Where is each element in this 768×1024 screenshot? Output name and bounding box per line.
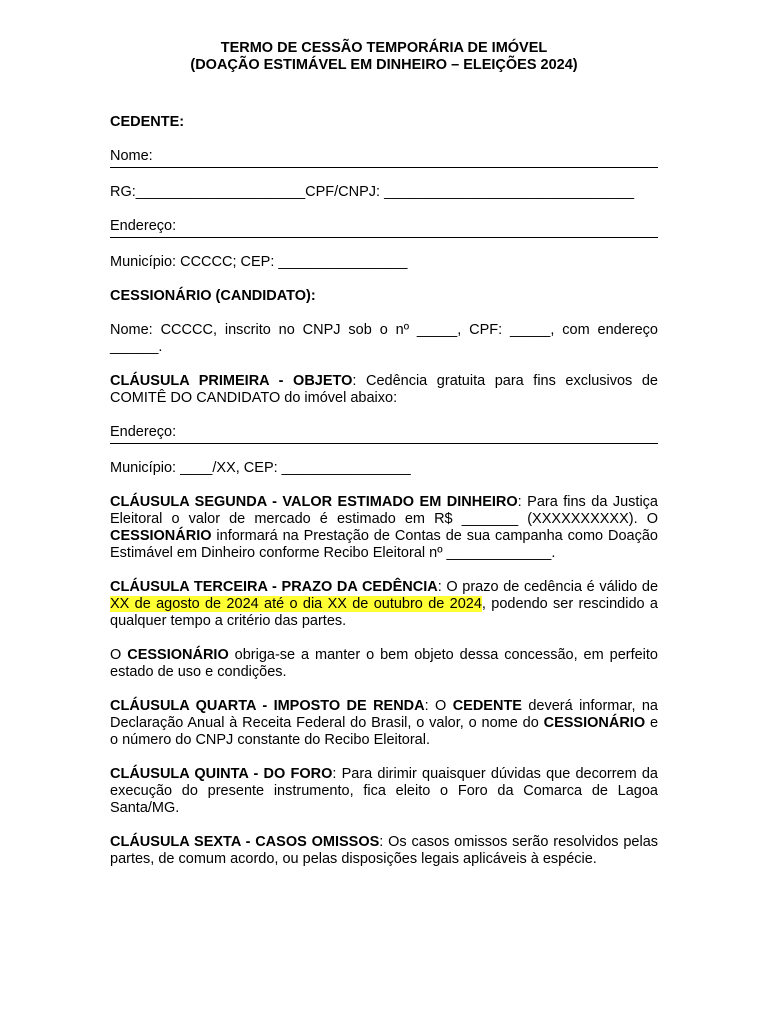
clausula-terceira-text-b: , podendo ser rescindido a qualquer tempo a critério das partes. [110,596,658,629]
cedente-nome-line [110,167,658,168]
clausula-quarta-label: CLÁUSULA QUARTA - IMPOSTO DE RENDA [110,698,425,714]
title-line-2: (DOAÇÃO ESTIMÁVEL EM DINHEIRO – ELEIÇÕES 2024) [190,57,578,73]
cedente-rg-cpf: RG:_____________________CPF/CNPJ: _______________________________ [110,184,635,200]
cedente-municipio: Município: CCCCC; CEP: ________________ [110,254,408,270]
objeto-municipio: Município: ____/XX, CEP: ________________ [110,460,411,476]
clausula-quinta-text: : Para dirimir quaisquer dúvidas que decorrem da execução do presente instrumento, fica eleito o Foro da Comarca de Lagoa Santa/MG. [110,766,658,816]
clausula-terceira [110,579,658,630]
cedente-endereco-label: Endereço: [110,218,177,234]
cedente-nome-label: Nome: [110,148,153,164]
cessionario-nome: Nome: CCCCC, inscrito no CNPJ sob o nº _____, CPF: _____, com endereço ______. [110,322,658,355]
cedente-endereco-line [110,237,658,238]
clausula-quarta-text-c: deverá informar, na Declaração Anual à Receita Federal do Brasil, o valor, o nome do [110,698,658,731]
clausula-segunda-cessionario: CESSIONÁRIO [110,528,212,544]
clausula-quarta-cessionario: CESSIONÁRIO [543,715,646,731]
objeto-endereco-label: Endereço: [110,424,177,440]
obrigacao-paragraph [110,647,658,681]
clausula-sexta-label: CLÁUSULA SEXTA - CASOS OMISSOS [110,834,380,850]
cessionario-heading: CESSIONÁRIO (CANDIDATO): [110,288,316,304]
title-line-1: TERMO DE CESSÃO TEMPORÁRIA DE IMÓVEL [220,40,548,56]
clausula-segunda [110,494,658,562]
clausula-quarta-cedente: CEDENTE [452,698,522,714]
clausula-segunda-text-c: informará na Prestação de Contas de sua campanha como Doação Estimável em Dinheiro conforme Recibo Eleitoral nº _____________. [110,528,658,561]
clausula-quarta-text-e: e o número do CNPJ constante do Recibo Eleitoral. [110,715,659,748]
clausula-segunda-text-a: : Para fins da Justiça Eleitoral o valor de mercado é estimado em R$ _______ (XXXXXXXXXX). O [110,494,658,527]
document-title [110,40,658,74]
clausula-terceira-highlight: XX de agosto de 2024 até o dia XX de outubro de 2024 [110,596,482,612]
clausula-terceira-text-a: : O prazo de cedência é válido de [437,579,659,595]
document-page [110,40,658,868]
clausula-quarta-text-a: : O [424,698,453,714]
clausula-quinta [110,766,658,817]
clausula-primeira-label: CLÁUSULA PRIMEIRA - OBJETO [110,373,353,389]
clausula-primeira-text: : Cedência gratuita para fins exclusivos de COMITÊ DO CANDIDATO do imóvel abaixo: [110,373,658,406]
clausula-sexta-text: : Os casos omissos serão resolvidos pelas partes, de comum acordo, ou pelas disposições legais aplicáveis à espécie. [110,834,659,867]
cedente-heading: CEDENTE: [110,114,185,130]
clausula-primeira [110,373,658,407]
clausula-quarta [110,698,658,749]
clausula-quinta-label: CLÁUSULA QUINTA - DO FORO [110,766,333,782]
objeto-endereco-line [110,443,658,444]
obrigacao-text: obriga-se a manter o bem objeto dessa concessão, em perfeito estado de uso e condições. [110,647,658,680]
clausula-sexta [110,834,658,868]
clausula-terceira-label: CLÁUSULA TERCEIRA - PRAZO DA CEDÊNCIA [110,579,438,595]
obrigacao-cessionario: CESSIONÁRIO [127,647,229,663]
obrigacao-prefix: O [110,647,128,663]
clausula-segunda-label: CLÁUSULA SEGUNDA - VALOR ESTIMADO EM DINHEIRO [110,494,518,510]
